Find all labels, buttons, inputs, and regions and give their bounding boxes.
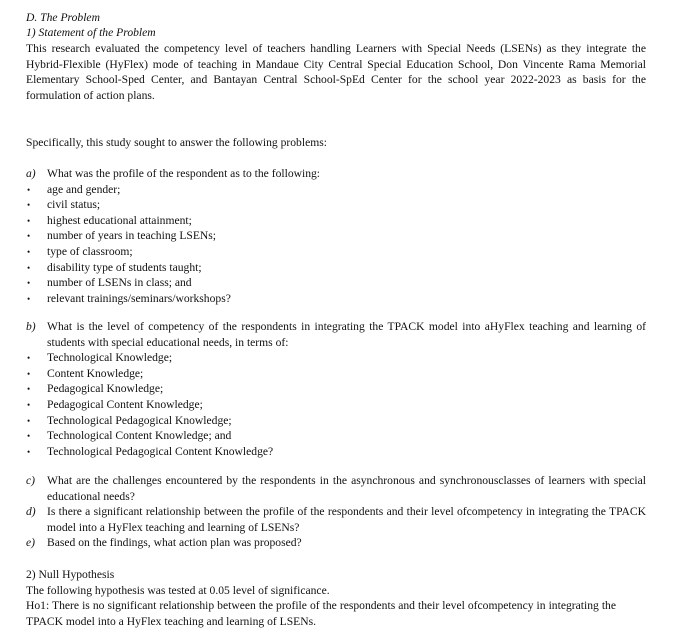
problem-c: [26, 473, 646, 504]
list-item: • civil status;: [26, 197, 646, 213]
bullet-icon: [26, 397, 47, 413]
list-item: • Pedagogical Knowledge;: [26, 381, 646, 397]
bullet-icon: [26, 182, 47, 198]
specifically-line: Specifically, this study sought to answer the following problems:: [26, 136, 327, 149]
list-item: • Technological Pedagogical Content Knowledge?: [26, 444, 646, 460]
bullet-icon: [26, 228, 47, 244]
bullet-icon: [26, 366, 47, 382]
hypothesis-statement: Ho1: There is no significant relationship between the profile of the respondents and their level ofcompetency in integrating the: [26, 599, 616, 613]
list-item: • type of classroom;: [26, 244, 646, 260]
problem-question: What is the level of competency of the respondents in integrating the TPACK model into aHyFlex teaching and learning of: [47, 320, 646, 333]
list-item: • number of LSENs in class; and: [26, 275, 646, 291]
bullet-icon: [26, 444, 47, 460]
section-heading: D. The Problem: [26, 11, 100, 24]
problem-question: What are the challenges encountered by the respondents in the asynchronous and synchronousclasses of learners with special: [47, 474, 646, 487]
list-item: • Pedagogical Content Knowledge;: [26, 397, 646, 413]
problem-question-cont: students with special educational needs, in terms of:: [47, 335, 289, 349]
hypothesis-intro: The following hypothesis was tested at 0.05 level of significance.: [26, 583, 330, 597]
problem-e: [26, 535, 646, 551]
hypothesis-heading: 2) Null Hypothesis: [26, 568, 115, 581]
list-item: • age and gender;: [26, 182, 646, 198]
problem-question: Is there a significant relationship between the profile of the respondents and their level ofcompetency in integrating the TPACK: [47, 505, 646, 518]
section-subheading: 1) Statement of the Problem: [26, 26, 156, 39]
intro-line: formulation of action plans.: [26, 88, 155, 102]
bullet-icon: [26, 275, 47, 291]
intro-line: Hybrid-Flexible (HyFlex) mode of teaching in Mandaue City Central Special Education School, Don Vincente Rama Memorial: [26, 57, 646, 71]
problem-marker: c): [26, 474, 36, 487]
null-hypothesis: [26, 567, 646, 629]
hypothesis-statement-cont: TPACK model into a HyFlex teaching and learning of LSENs.: [26, 614, 317, 628]
intro-line: This research evaluated the competency level of teachers handling Learners with Special Needs (LSENs) as they integrate the: [26, 42, 646, 55]
bullet-icon: [26, 213, 47, 229]
bullet-icon: [26, 291, 47, 307]
bullet-icon: [26, 350, 47, 366]
problem-question: What was the profile of the respondent as to the following:: [47, 167, 321, 180]
problem-a: [26, 166, 646, 306]
list-item: • relevant trainings/seminars/workshops?: [26, 291, 646, 307]
bullet-icon: [26, 413, 47, 429]
problem-question: Based on the findings, what action plan was proposed?: [47, 536, 302, 549]
bullet-icon: [26, 197, 47, 213]
profile-list: [26, 182, 646, 307]
list-item: • highest educational attainment;: [26, 213, 646, 229]
bullet-icon: [26, 381, 47, 397]
intro-line: Elementary School-Sped Center, and Bantayan Central School-SpEd Center for the school year 2022-2023 as basis for the: [26, 73, 646, 87]
problem-marker: d): [26, 505, 36, 518]
list-item: • disability type of students taught;: [26, 260, 646, 276]
problem-d: [26, 504, 646, 535]
problem-question-cont: model into a HyFlex teaching and learning of LSENs?: [47, 520, 300, 534]
list-item: • Content Knowledge;: [26, 366, 646, 382]
list-item: • Technological Pedagogical Knowledge;: [26, 413, 646, 429]
list-item: • Technological Knowledge;: [26, 350, 646, 366]
problem-marker: e): [26, 536, 36, 549]
problem-b: [26, 319, 646, 459]
bullet-icon: [26, 428, 47, 444]
list-item: • Technological Content Knowledge; and: [26, 428, 646, 444]
problem-marker: a): [26, 167, 36, 180]
intro-paragraph: [26, 41, 646, 103]
list-item: • number of years in teaching LSENs;: [26, 228, 646, 244]
problem-marker: b): [26, 320, 36, 333]
bullet-icon: [26, 244, 47, 260]
bullet-icon: [26, 260, 47, 276]
problem-question-cont: educational needs?: [47, 489, 135, 503]
tpack-domain-list: [26, 350, 646, 459]
